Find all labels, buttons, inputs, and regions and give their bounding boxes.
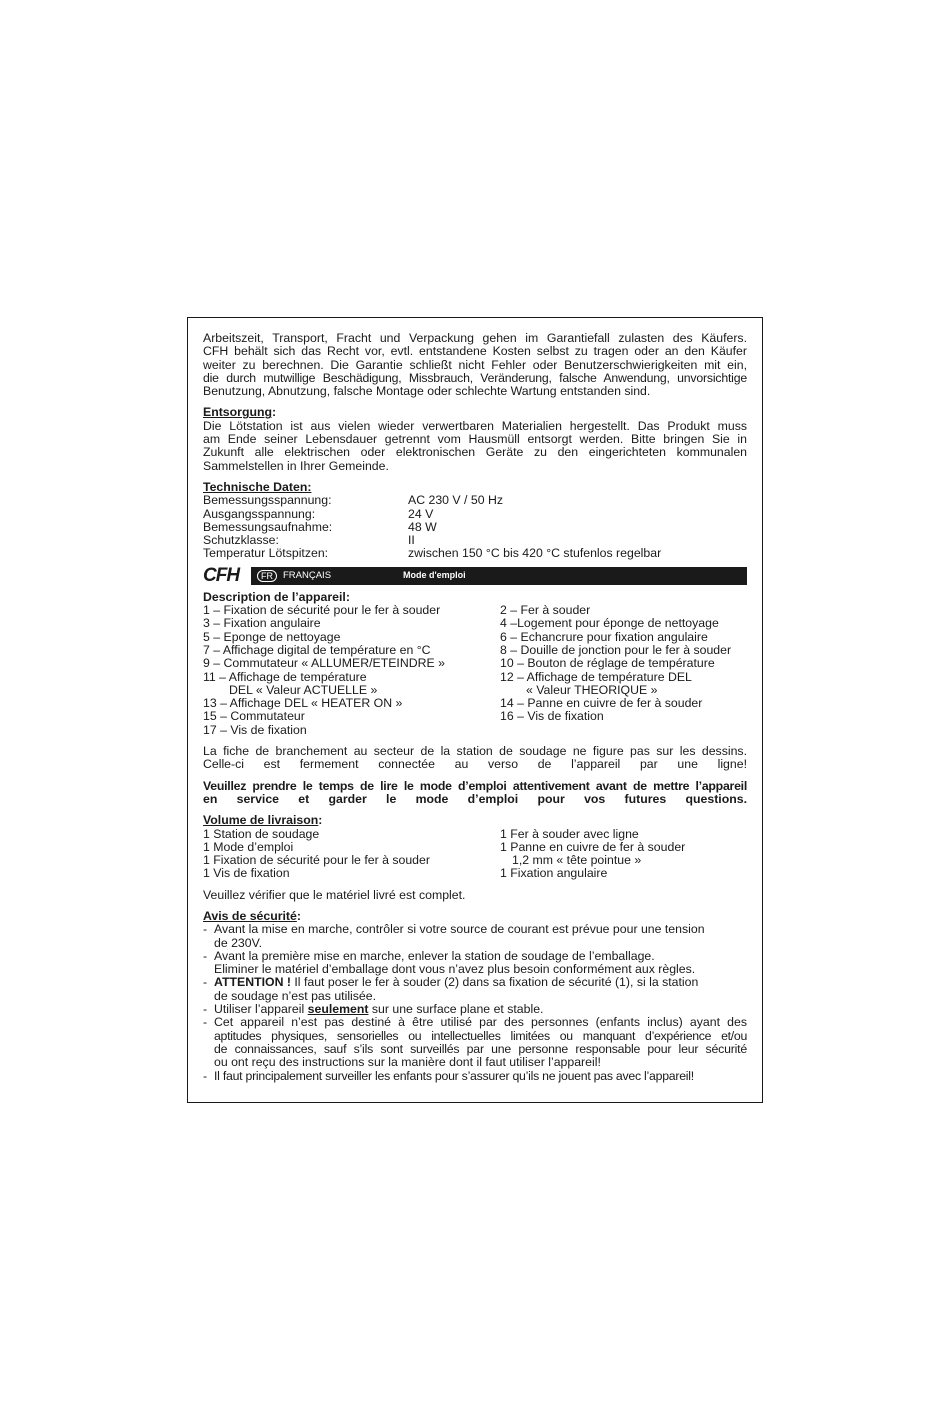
- delivery-column-right: [500, 828, 747, 881]
- language-label: FRANÇAIS: [283, 570, 332, 582]
- list-item: 1 Fixation de sécurité pour le fer à souder: [203, 853, 430, 868]
- list-item: 1 – Fixation de sécurité pour le fer à souder: [203, 603, 441, 618]
- text-line: [214, 976, 747, 989]
- text-line: ou ont reçu des instructions sur la manière dont il faut utiliser l’appareil!: [214, 1055, 601, 1070]
- text-line: La fiche de branchement au secteur de la station de soudage ne figure pas sur les dessins.: [203, 744, 747, 759]
- text-line: Eliminer le matériel d’emballage dont vous n’avez plus besoin conformément aux règles.: [214, 962, 696, 977]
- list-item: 10 – Bouton de réglage de température: [500, 656, 715, 671]
- tech-row: [203, 508, 747, 521]
- tech-key: Schutzklasse:: [203, 533, 279, 548]
- tech-key: Bemessungsaufnahme:: [203, 519, 333, 534]
- text-line: en service et garder le mode d’emploi pour vos futures questions.: [203, 791, 747, 806]
- tech-key: Bemessungsspannung:: [203, 493, 332, 508]
- safety-heading: [203, 910, 747, 923]
- tech-value: 24 V: [408, 506, 434, 521]
- language-badge: FR: [257, 570, 277, 582]
- warranty-paragraph: [203, 332, 747, 398]
- read-note: [203, 780, 747, 807]
- list-item: 1 Fixation angulaire: [500, 866, 608, 881]
- text-line: die durch mutwillige Beschädigung, Missbrauch, Veränderung, falsche Anwendung, unvorsichtige: [203, 370, 747, 385]
- list-item: 16 – Vis de fixation: [500, 709, 604, 724]
- disposal-heading: [203, 406, 747, 419]
- cfh-logo: CFH: [203, 564, 240, 586]
- list-item: 12 – Affichage de température DEL: [500, 669, 692, 684]
- list-item: 14 – Panne en cuivre de fer à souder: [500, 696, 703, 711]
- text-line: [214, 1003, 747, 1016]
- list-item: 9 – Commutateur « ALLUMER/ETEINDRE »: [203, 656, 445, 671]
- text-line: Avant la première mise en marche, enlever la station de soudage de l’emballage.: [214, 948, 655, 963]
- list-item: « Valeur THEORIQUE »: [526, 682, 658, 697]
- list-item: 1 Station de soudage: [203, 826, 320, 841]
- tech-row: [203, 534, 747, 547]
- parts-column-left: [203, 604, 500, 737]
- description-section: [203, 591, 747, 737]
- list-item: 5 – Eponge de nettoyage: [203, 629, 341, 644]
- list-item: [203, 950, 747, 977]
- tech-row: [203, 494, 747, 507]
- parts-column-right: [500, 604, 747, 737]
- attention-label: ATTENTION !: [214, 975, 291, 990]
- list-item: 8 – Douille de jonction pour le fer à souder: [500, 642, 732, 657]
- text-line: am Ende seiner Lebensdauer getrennt vom Hausmüll entsorgt werden. Bitte bringen Sie in: [203, 432, 747, 447]
- delivery-column-left: [203, 828, 500, 881]
- tech-value: II: [408, 533, 415, 548]
- text-line: weiter zu berechnen. Die Garantie schließt nicht Fehler oder Benutzerschwierigkeiten mit ein,: [203, 357, 747, 372]
- delivery-section: [203, 814, 747, 902]
- text-line: Benutzung, Abnutzung, falsche Montage oder schlechte Wartung entstanden sind.: [203, 384, 651, 399]
- list-item: 11 – Affichage de température: [203, 669, 367, 684]
- list-item: [203, 1003, 747, 1016]
- bullet-dash: -: [203, 975, 208, 990]
- list-item: 1 Panne en cuivre de fer à souder: [500, 839, 686, 854]
- bullet-dash: -: [203, 948, 208, 963]
- tech-value: AC 230 V / 50 Hz: [408, 493, 504, 508]
- heading-colon: :: [318, 813, 323, 828]
- delivery-check-note: Veuillez vérifier que le matériel livré est complet.: [203, 887, 466, 902]
- list-item: 13 – Affichage DEL « HEATER ON »: [203, 696, 403, 711]
- list-item: 4 –Logement pour éponge de nettoyage: [500, 616, 719, 631]
- list-item: [203, 1070, 747, 1083]
- text-line: Arbeitszeit, Transport, Fracht und Verpackung gehen im Garantiefall zulasten des Käufers.: [203, 331, 747, 345]
- safety-list: [203, 923, 747, 1083]
- manual-page-frame: [187, 317, 763, 1103]
- bullet-dash: -: [203, 1068, 208, 1083]
- text-span: Utiliser l’appareil: [214, 1002, 308, 1017]
- list-item: [203, 923, 747, 950]
- text-span: Il faut poser le fer à souder (2) dans sa fixation de sécurité (1), si la station: [290, 975, 699, 990]
- safety-heading-text: Avis de sécurité: [203, 908, 297, 923]
- text-line: Avant la mise en marche, contrôler si votre source de courant est prévue pour une tension: [214, 922, 705, 937]
- text-line: Cet appareil n’est pas destiné à être utilisé par des personnes (enfants inclus) ayant des: [214, 1015, 747, 1030]
- tech-row: [203, 547, 747, 560]
- text-line: de soudage n’est pas utilisée.: [214, 988, 377, 1003]
- list-item: 2 – Fer à souder: [500, 603, 591, 618]
- list-item: 1,2 mm « tête pointue »: [512, 853, 642, 868]
- heading-colon: :: [296, 908, 301, 923]
- manual-title: Mode d'emploi: [403, 570, 466, 581]
- text-line: Celle-ci est fermement connectée au verso de l’appareil par une ligne!: [203, 757, 747, 772]
- heading-colon: :: [272, 405, 277, 420]
- list-item: 3 – Fixation angulaire: [203, 616, 321, 631]
- list-item: 6 – Echancrure pour fixation angulaire: [500, 629, 708, 644]
- text-line: de 230V.: [214, 935, 263, 950]
- tech-value: zwischen 150 °C bis 420 °C stufenlos regelbar: [408, 546, 662, 561]
- disposal-section: [203, 406, 747, 472]
- technical-data-section: [203, 481, 747, 561]
- text-span: sur une surface plane et stable.: [368, 1002, 544, 1017]
- description-heading: Description de l’appareil:: [203, 589, 350, 604]
- text-line: Zukunft alle elektrischen oder elektronischen Geräte zu den eingerichteten kommunalen: [203, 445, 747, 460]
- language-band: [203, 564, 747, 586]
- list-item: [203, 976, 747, 1003]
- bullet-dash: -: [203, 922, 208, 937]
- text-line: Veuillez prendre le temps de lire le mode d’emploi attentivement avant de mettre l’appareil: [203, 778, 747, 793]
- technical-data-heading: Technische Daten:: [203, 479, 312, 494]
- delivery-heading-text: Volume de livraison: [203, 813, 319, 828]
- list-item: 1 Fer à souder avec ligne: [500, 826, 639, 841]
- text-line: CFH behält sich das Recht vor, evtl. entstandene Kosten selbst zu tragen oder an den Käufer: [203, 344, 747, 359]
- language-bar: [251, 567, 747, 585]
- list-item: 15 – Commutateur: [203, 709, 305, 724]
- disposal-heading-text: Entsorgung: [203, 405, 272, 420]
- safety-section: [203, 910, 747, 1083]
- text-line: aptitudes physiques, sensorielles ou intellectuelles limitées ou manquant d’expérience et/ou: [214, 1028, 747, 1043]
- text-line: Il faut principalement surveiller les enfants pour s’assurer qu’ils ne jouent pas avec l’appareil!: [214, 1068, 694, 1083]
- tech-key: Ausgangsspannung:: [203, 506, 316, 521]
- list-item: 1 Mode d’emploi: [203, 839, 294, 854]
- list-item: 1 Vis de fixation: [203, 866, 290, 881]
- text-line: Die Lötstation ist aus vielen wieder verwertbaren Materialien hergestellt. Das Produkt muss: [203, 418, 747, 433]
- text-line: Sammelstellen in Ihrer Gemeinde.: [203, 458, 389, 473]
- emphasis-word: seulement: [307, 1002, 369, 1017]
- list-item: 17 – Vis de fixation: [203, 722, 307, 737]
- text-line: de connaissances, sauf s’ils sont surveillés par une personne responsable pour leur sécurité: [214, 1041, 747, 1056]
- tech-key: Temperatur Lötspitzen:: [203, 546, 329, 561]
- list-item: DEL « Valeur ACTUELLE »: [229, 682, 378, 697]
- manual-content: [203, 332, 747, 1083]
- bullet-dash: -: [203, 1002, 208, 1017]
- tech-value: 48 W: [408, 519, 437, 534]
- bullet-dash: -: [203, 1015, 208, 1030]
- delivery-heading: [203, 814, 747, 827]
- list-item: [203, 1016, 747, 1069]
- plug-note: [203, 745, 747, 772]
- delivery-list: [203, 828, 747, 881]
- tech-row: [203, 521, 747, 534]
- parts-list: [203, 604, 747, 737]
- list-item: 7 – Affichage digital de température en °C: [203, 642, 431, 657]
